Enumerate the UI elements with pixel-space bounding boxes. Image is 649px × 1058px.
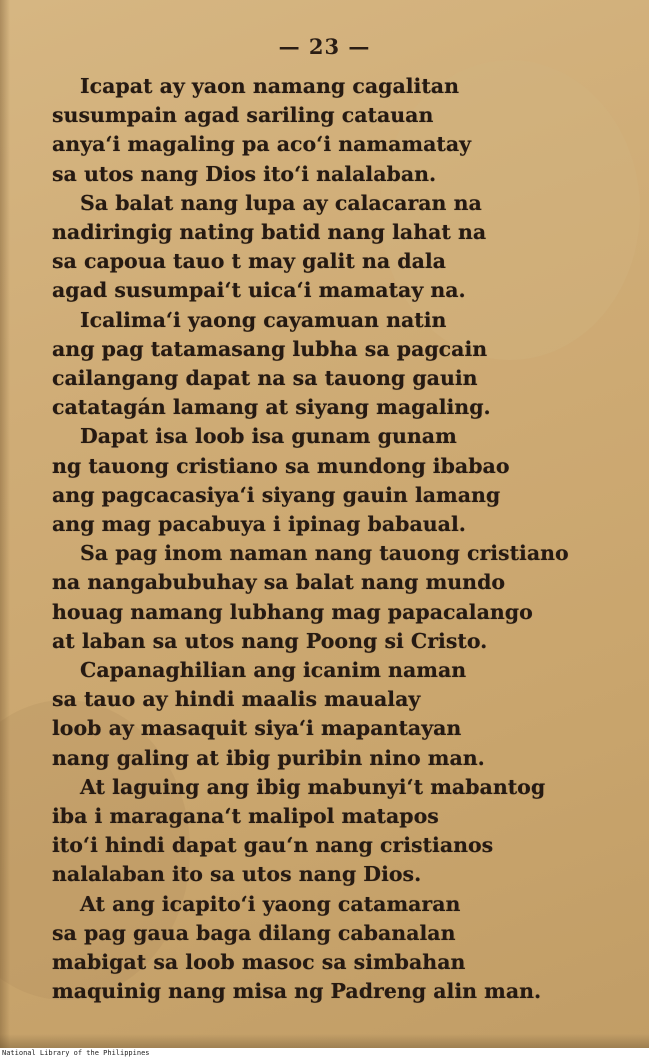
poem-line: At laguing ang ibig mabunyi‘t mabantog <box>80 774 546 799</box>
poem-line: nadiringig nating batid nang lahat na <box>52 220 487 244</box>
poem-line: sa capoua tauo t may galit na dala <box>52 249 446 274</box>
poem-line: At ang icapito‘i yaong catamaran <box>80 891 461 916</box>
library-credit: National Library of the Philippines <box>2 1049 150 1057</box>
poem-line: cailangang dapat na sa tauong gauin <box>52 366 478 390</box>
poem-line: Sa pag inom naman nang tauong cristiano <box>80 541 569 566</box>
poem-line: loob ay masaquit siya‘i mapantayan <box>52 716 462 741</box>
poem-line: agad susumpai‘t uica‘i mamatay na. <box>52 278 466 303</box>
poem-line: na nangabubuhay sa balat nang mundo <box>52 570 506 595</box>
poem-line: Icapat ay yaon namang cagalitan <box>80 74 459 98</box>
poem-line: nang galing at ibig puribin nino man. <box>52 745 485 770</box>
poem-line: catatagán lamang at siyang magaling. <box>52 395 491 420</box>
poem-line: susumpain agad sariling catauan <box>52 103 434 128</box>
page-number: — 23 — <box>278 34 371 59</box>
poem-line: ito‘i hindi dapat gau‘n nang cristianos <box>52 833 494 858</box>
poem-line: iba i maragana‘t malipol matapos <box>52 804 439 828</box>
poem-line: ang pag tatamasang lubha sa pagcain <box>52 336 488 361</box>
poem-line: sa utos nang Dios ito‘i nalalaban. <box>52 161 437 186</box>
poem-line: sa pag gaua baga dilang cabanalan <box>52 920 456 945</box>
poem-line: Sa balat nang lupa ay calacaran na <box>80 190 482 215</box>
poem-line: ang mag pacabuya i ipinag babaual. <box>52 512 466 536</box>
poem-line: maquinig nang misa ng Padreng alin man. <box>52 979 542 1004</box>
poem-line: ng tauong cristiano sa mundong ibabao <box>52 453 510 478</box>
poem-line: Capanaghilian ang icanim naman <box>80 658 467 682</box>
poem-line: nalalaban ito sa utos nang Dios. <box>52 862 422 887</box>
page-edge-shadow <box>0 1034 649 1048</box>
poem-line: Icalima‘i yaong cayamuan natin <box>80 307 447 332</box>
poem-line: anya‘i magaling pa aco‘i namamatay <box>52 132 472 157</box>
poem-line: ang pagcacasiya‘i siyang gauin lamang <box>52 482 501 507</box>
poem-line: sa tauo ay hindi maalis maualay <box>52 687 421 712</box>
poem-line: Dapat isa loob isa gunam gunam <box>80 424 457 449</box>
poem-line: houag namang lubhang mag papacalango <box>52 599 533 624</box>
poem-line: at laban sa utos nang Poong si Cristo. <box>52 628 488 653</box>
page-edge-shadow <box>0 0 10 1048</box>
poem-line: mabigat sa loob masoc sa simbahan <box>52 950 466 974</box>
